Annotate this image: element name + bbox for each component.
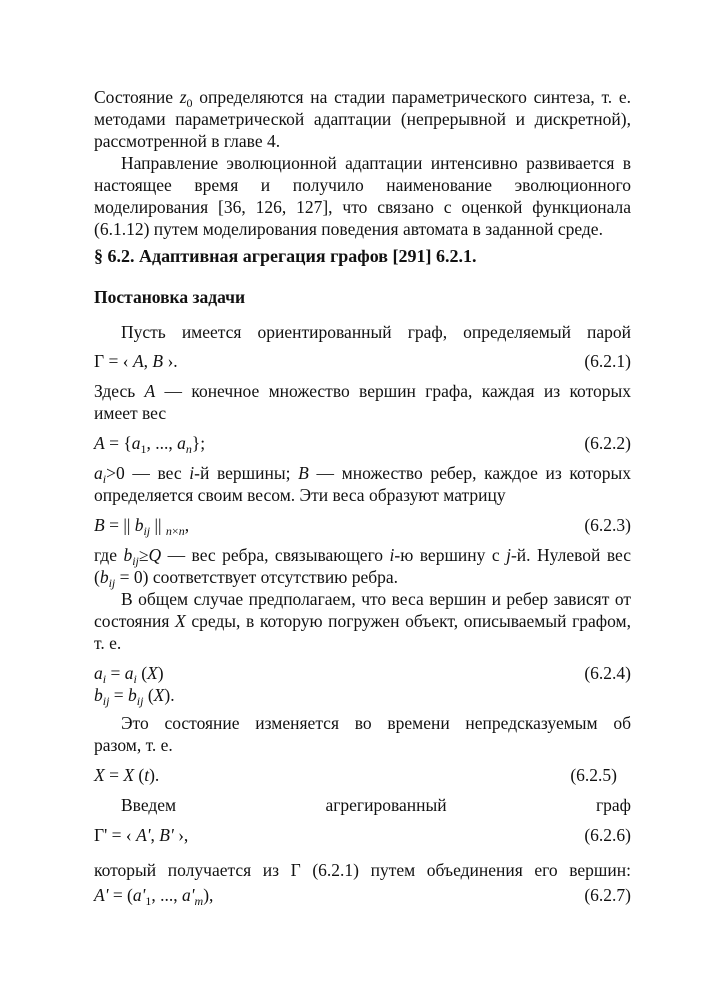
eq5-formula: X = X (t).	[94, 765, 160, 785]
para1-line1: Состояние $z_0$ определяются на стадии параметрического синтеза, т. е.	[94, 87, 631, 110]
para7-line2: состояния X среды, в которую погружен объект, описываемый графом,	[94, 611, 631, 631]
eq1-number: (6.2.1)	[584, 351, 631, 371]
eq2-formula: $A = \{a_1$, ..., $a_n$};	[94, 433, 206, 456]
eq4-number: (6.2.4)	[584, 663, 631, 683]
para7-line3: т. е.	[94, 633, 122, 653]
para2-line1: Направление эволюционной адаптации интенсивно развивается в	[121, 153, 631, 173]
eq3-formula: B = || $b_{ij}$ || $_{n\times n}$,	[94, 515, 190, 538]
eq1-formula: Γ = ‹ A, B ›.	[94, 351, 178, 371]
para4-line1: Здесь A — конечное множество вершин графа, каждая из которых	[94, 381, 631, 401]
para6-line1: где $b_{ij}\ge Q$ — вес ребра, связывающего i-ю вершину с j-й. Нулевой вес	[94, 545, 631, 568]
eq4-formula-line1: $a_i = a_i$ (X)	[94, 663, 164, 686]
eq7-number: (6.2.7)	[584, 885, 631, 905]
eq2-number: (6.2.2)	[584, 433, 631, 453]
eq4-formula-line2: $b_{ij} = b_{ij}$ (X).	[94, 685, 175, 708]
para5-line2: определяется своим весом. Эти веса образуют матрицу	[94, 485, 506, 505]
eq6-number: (6.2.6)	[584, 825, 631, 845]
section-heading: § 6.2. Адаптивная агрегация графов [291] 6.2.1.	[94, 246, 477, 266]
para1-line2: методами параметрической адаптации (непрерывной и дискретной),	[94, 109, 631, 129]
subsection-heading: Постановка задачи	[94, 287, 246, 307]
para9-line1: Введем агрегированный граф	[121, 795, 631, 815]
para2-line2: настоящее время и получило наименование эволюционного	[94, 175, 631, 195]
para8-line2: разом, т. е.	[94, 735, 173, 755]
eq6-formula: Γ' = ‹ A', B' ›,	[94, 825, 189, 845]
eq3-number: (6.2.3)	[584, 515, 631, 535]
para2-line3: моделирования [36, 126, 127], что связано с оценкой функционала	[94, 197, 631, 217]
para2-line4: (6.1.12) путем моделирования поведения автомата в заданной среде.	[94, 219, 603, 239]
eq5-number: (6.2.5)	[570, 765, 617, 785]
para4-line2: имеет вес	[94, 403, 167, 423]
para8-line1: Это состояние изменяется во времени непредсказуемым об	[121, 713, 631, 733]
para7-line1: В общем случае предполагаем, что веса вершин и ребер зависят от	[121, 589, 631, 609]
para1-line3: рассмотренной в главе 4.	[94, 131, 281, 151]
para3-line1: Пусть имеется ориентированный граф, определяемый парой	[121, 322, 631, 342]
para6-line2: $(b_{ij} = 0)$ соответствует отсутствию ребра.	[94, 567, 399, 590]
eq7-formula: $A' = (a'_1$, ..., $a'_m$),	[94, 885, 214, 908]
para10-line1: который получается из Γ (6.2.1) путем объединения его вершин:	[94, 860, 631, 880]
para5-line1: $a_i>0$ — вес i-й вершины; B — множество ребер, каждое из которых	[94, 463, 631, 486]
